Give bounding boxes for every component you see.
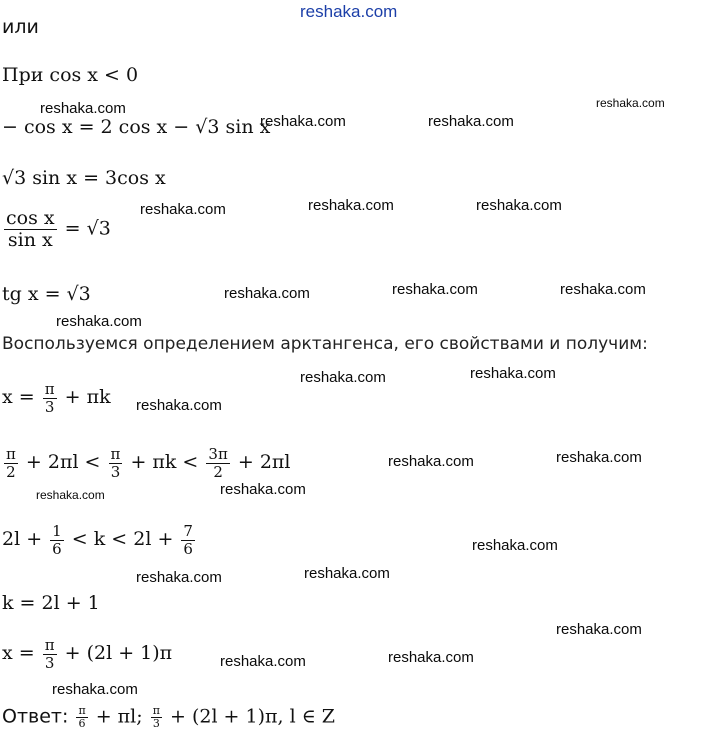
equation-2: √3 sin x = 3cos x <box>2 167 166 189</box>
watermark: reshaka.com <box>36 488 105 502</box>
denominator: sin x <box>7 228 53 251</box>
ineq2-start: 2l + <box>2 528 43 550</box>
watermark: reshaka.com <box>556 449 642 466</box>
watermark: reshaka.com <box>220 653 306 670</box>
watermark: reshaka.com <box>220 481 306 498</box>
denominator: 6 <box>78 717 86 731</box>
watermark: reshaka.com <box>260 113 346 130</box>
watermark: reshaka.com <box>300 369 386 386</box>
watermark: reshaka.com <box>470 365 556 382</box>
fraction-7-over-6 <box>181 523 195 557</box>
ineq1-mid1: + 2πl < <box>25 451 101 473</box>
fraction-pi-over-3 <box>151 705 162 730</box>
watermark: reshaka.com <box>308 197 394 214</box>
inequality-1 <box>2 446 290 480</box>
ineq1-end: + 2πl <box>237 451 291 473</box>
watermark: reshaka.com <box>556 621 642 638</box>
fraction-pi-over-2 <box>4 446 18 480</box>
watermark: reshaka.com <box>52 681 138 698</box>
equation-6: k = 2l + 1 <box>2 592 100 614</box>
ineq2-mid: < k < 2l + <box>71 528 174 550</box>
denominator: 3 <box>110 462 121 481</box>
answer-mid: + πl; <box>95 705 143 728</box>
equation-3 <box>2 208 111 251</box>
watermark: reshaka.com <box>56 313 142 330</box>
equation-4: tg x = √3 <box>2 283 91 305</box>
watermark: reshaka.com <box>304 565 390 582</box>
fraction-1-over-6 <box>50 523 64 557</box>
answer-label: Ответ: <box>2 705 69 728</box>
case-cos-negative: При cos x < 0 <box>2 64 139 86</box>
equation-7 <box>2 637 172 671</box>
watermark: reshaka.com <box>136 569 222 586</box>
equation-5 <box>2 381 111 415</box>
text-ili: или <box>2 16 39 38</box>
watermark: reshaka.com <box>560 281 646 298</box>
fraction-3pi-over-2 <box>206 446 229 480</box>
fraction-pi-over-3 <box>43 381 57 415</box>
watermark: reshaka.com <box>392 281 478 298</box>
numerator: 7 <box>183 522 193 540</box>
numerator: 1 <box>52 522 62 540</box>
watermark: reshaka.com <box>136 397 222 414</box>
eq7-rhs: + (2l + 1)π <box>64 642 173 664</box>
inequality-2 <box>2 523 197 557</box>
numerator: π <box>44 380 55 398</box>
watermark: reshaka.com <box>472 537 558 554</box>
watermark: reshaka.com <box>428 113 514 130</box>
denominator: 6 <box>183 539 193 558</box>
numerator: π <box>78 704 86 717</box>
equation-3-rhs: = √3 <box>64 217 111 240</box>
numerator: 3π <box>208 445 228 463</box>
numerator: cos x <box>6 207 55 229</box>
watermark-top: reshaka.com <box>300 2 398 21</box>
numerator: π <box>6 445 16 463</box>
denominator: 2 <box>6 462 16 481</box>
denominator: 3 <box>44 653 55 672</box>
watermark: reshaka.com <box>40 100 126 117</box>
answer <box>2 705 335 730</box>
fraction-pi-over-3 <box>43 637 57 671</box>
watermark: reshaka.com <box>476 197 562 214</box>
answer-end: + (2l + 1)π, l ∈ Z <box>169 705 336 728</box>
equation-1: − cos x = 2 cos x − √3 sin x <box>2 116 271 138</box>
denominator: 2 <box>213 462 223 481</box>
watermark: reshaka.com <box>140 201 226 218</box>
denominator: 3 <box>44 397 55 416</box>
denominator: 3 <box>152 717 160 731</box>
eq5-rhs: + πk <box>64 386 111 408</box>
numerator: π <box>152 704 160 717</box>
watermark: reshaka.com <box>596 96 665 110</box>
eq5-lhs: x = <box>2 386 35 408</box>
eq7-lhs: x = <box>2 642 35 664</box>
numerator: π <box>44 636 55 654</box>
ineq1-mid2: + πk < <box>130 451 199 473</box>
denominator: 6 <box>52 539 62 558</box>
numerator: π <box>110 445 121 463</box>
watermark: reshaka.com <box>388 649 474 666</box>
text-arctan-definition: Воспользуемся определением арктангенса, его свойствами и получим: <box>2 334 648 354</box>
watermark: reshaka.com <box>224 285 310 302</box>
watermark: reshaka.com <box>388 453 474 470</box>
fraction-pi-over-6 <box>76 705 87 730</box>
fraction-cos-over-sin <box>4 208 57 251</box>
fraction-pi-over-3 <box>109 446 123 480</box>
